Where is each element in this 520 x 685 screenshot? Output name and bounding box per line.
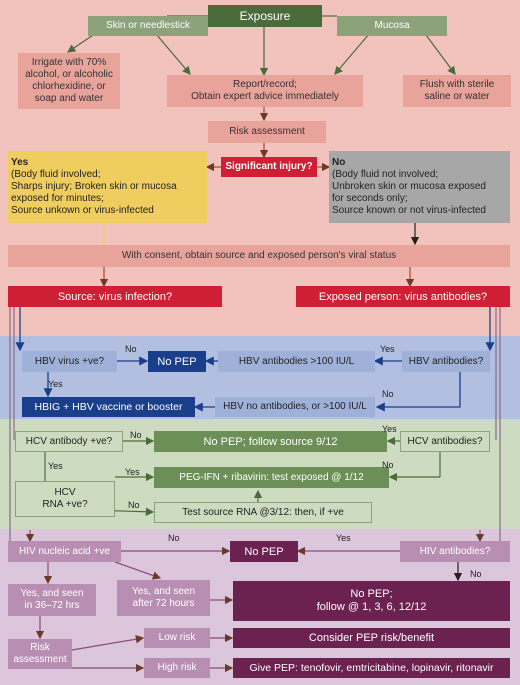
hiv-antibodies-question-node: HIV antibodies? <box>400 541 510 562</box>
hbv-yes-label-2: Yes <box>48 379 63 389</box>
hbv-antibodies-question-node: HBV antibodies? <box>402 351 490 372</box>
yes-criteria-node <box>8 151 207 223</box>
irrigate-node: Irrigate with 70% alcohol, or alcoholic chlorhexidine, or soap and water <box>18 53 120 109</box>
hbv-yes-label-1: Yes <box>380 344 395 354</box>
hiv-no-pep-node: No PEP <box>230 541 298 562</box>
hiv-no-label-1: No <box>168 533 180 543</box>
hiv-no-label-2: No <box>470 569 482 579</box>
no-criteria-title: No <box>332 157 346 168</box>
skin-node: Skin or needlestick <box>88 16 208 36</box>
hcv-antibody-node: HCV antibody +ve? <box>15 431 123 452</box>
hbv-antibodies-100-node: HBV antibodies >100 IU/L <box>218 351 375 372</box>
hiv-yes-label-1: Yes <box>336 533 351 543</box>
significant-injury-node: Significant injury? <box>221 157 317 177</box>
seen-36-72-node: Yes, and seen in 36–72 hrs <box>8 584 96 616</box>
source-infection-node: Source: virus infection? <box>8 286 222 307</box>
hiv-no-pep-follow-node: No PEP; follow @ 1, 3, 6, 12/12 <box>233 581 510 621</box>
hiv-risk-assessment-node: Risk assessment <box>8 639 72 669</box>
consent-node: With consent, obtain source and exposed person's viral status <box>8 245 510 267</box>
hiv-nucleic-acid-node: HIV nucleic acid +ve <box>8 541 121 562</box>
hbv-virus-node: HBV virus +ve? <box>22 351 117 372</box>
test-source-rna-node: Test source RNA @3/12: then, if +ve <box>154 502 372 523</box>
hbv-no-label-1: No <box>125 344 137 354</box>
report-node: Report/record; Obtain expert advice immediately <box>167 75 363 107</box>
yes-criteria-title: Yes <box>11 157 29 168</box>
give-pep-node: Give PEP: tenofovir, emtricitabine, lopinavir, ritonavir <box>233 658 510 678</box>
exposure-node: Exposure <box>208 5 322 27</box>
hcv-yes-label-2: Yes <box>48 461 63 471</box>
hcv-no-label-1: No <box>130 430 142 440</box>
yes-criteria-body: (Body fluid involved; Sharps injury; Broken skin or mucosa exposed for minutes; Source unkown or virus-infected <box>11 169 177 216</box>
hbv-no-label-2: No <box>382 389 394 399</box>
low-risk-node: Low risk <box>144 628 210 648</box>
hcv-no-pep-follow-node: No PEP; follow source 9/12 <box>154 431 387 452</box>
seen-after-72-node: Yes, and seen after 72 hours <box>117 580 210 616</box>
no-criteria-node <box>329 151 510 223</box>
hcv-no-label-2: No <box>382 460 394 470</box>
flush-node: Flush with sterile saline or water <box>403 75 511 107</box>
risk-assessment-node: Risk assessment <box>208 121 326 143</box>
hbv-no-pep-node: No PEP <box>148 351 206 372</box>
hbig-node: HBIG + HBV vaccine or booster <box>22 397 195 417</box>
exposed-antibodies-node: Exposed person: virus antibodies? <box>296 286 510 307</box>
hbv-no-antibodies-node: HBV no antibodies, or >100 IU/L <box>215 397 375 417</box>
peg-ifn-node: PEG-IFN + ribavirin: test exposed @ 1/12 <box>154 467 389 488</box>
hcv-antibodies-question-node: HCV antibodies? <box>400 431 490 452</box>
no-criteria-body: (Body fluid not involved; Unbroken skin or mucosa exposed for seconds only; Source known or not virus-infected <box>332 169 486 216</box>
hcv-no-label-3: No <box>128 500 140 510</box>
mucosa-node: Mucosa <box>337 16 447 36</box>
hcv-rna-node: HCV RNA +ve? <box>15 481 115 517</box>
hcv-yes-label-3: Yes <box>125 467 140 477</box>
consider-pep-node: Consider PEP risk/benefit <box>233 628 510 648</box>
high-risk-node: High risk <box>144 658 210 678</box>
hcv-yes-label-1: Yes <box>382 424 397 434</box>
